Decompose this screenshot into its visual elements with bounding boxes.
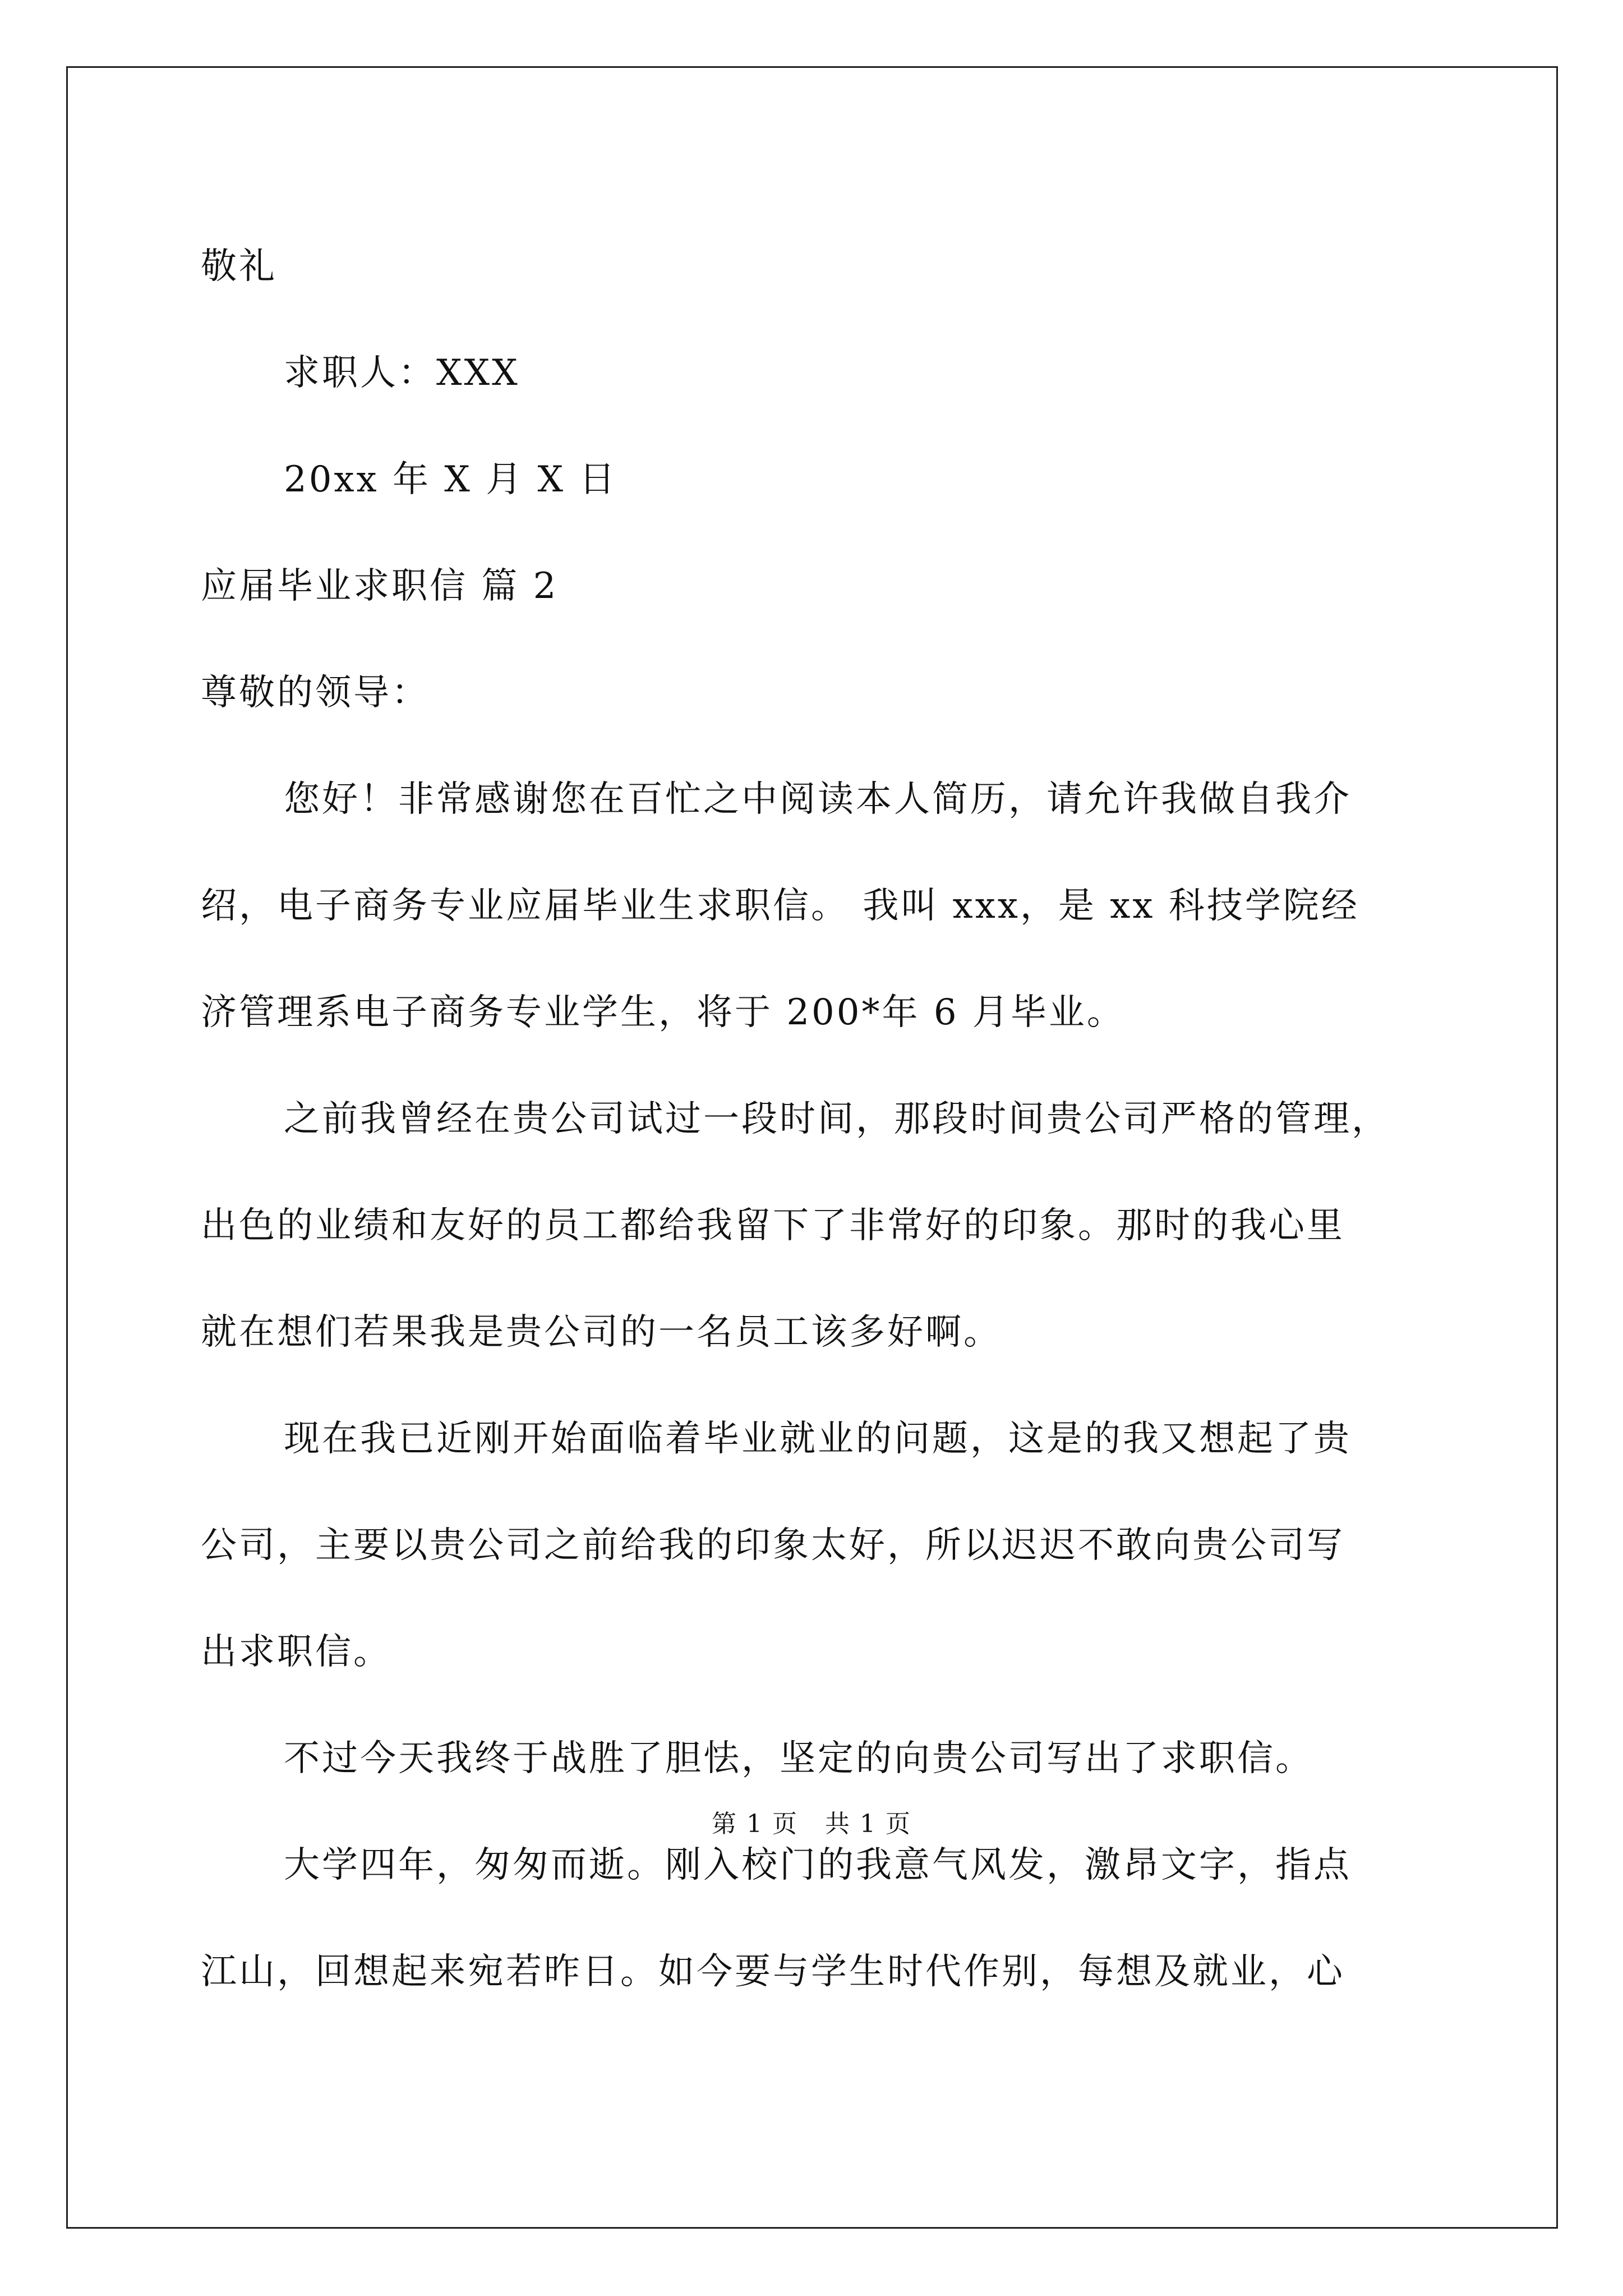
text-line: 之前我曾经在贵公司试过一段时间，那段时间贵公司严格的管理，	[284, 1098, 1390, 1140]
salutation: 尊敬的领导：	[201, 672, 430, 714]
text-line: 公司，主要以贵公司之前给我的印象太好，所以迟迟不敢向贵公司写	[201, 1525, 1345, 1566]
text-line: 大学四年，匆匆而逝。刚入校门的我意气风发，激昂文字，指点	[284, 1844, 1352, 1886]
text-line: 20xx 年 X 月 X 日	[284, 459, 617, 500]
text-line: 敬礼	[201, 246, 277, 287]
text-line: 出色的业绩和友好的员工都给我留下了非常好的印象。那时的我心里	[201, 1205, 1345, 1246]
text-line: 您好！非常感谢您在百忙之中阅读本人简历，请允许我做自我介	[284, 779, 1352, 820]
text-line: 绍，电子商务专业应届毕业生求职信。 我叫 xxx，是 xx 科技学院经	[201, 885, 1359, 927]
section-heading: 应届毕业求职信 篇 2	[201, 565, 559, 607]
text-line: 不过今天我终于战胜了胆怯，坚定的向贵公司写出了求职信。	[284, 1738, 1313, 1779]
text-line: 出求职信。	[201, 1631, 391, 1673]
document-body	[201, 213, 1429, 2025]
text-line: 现在我已近刚开始面临着毕业就业的问题，这是的我又想起了贵	[284, 1418, 1352, 1460]
page-footer	[0, 1803, 1623, 1839]
text-line: 江山，回想起来宛若昨日。如今要与学生时代作别，每想及就业，心	[201, 1951, 1345, 1993]
text-line: 济管理系电子商务专业学生，将于 200*年 6 月毕业。	[201, 992, 1125, 1033]
text-line: 求职人：XXX	[284, 352, 520, 394]
page-number: 第 1 页 共 1 页	[712, 1810, 911, 1838]
text-line: 就在想们若果我是贵公司的一名员工该多好啊。	[201, 1312, 1002, 1353]
